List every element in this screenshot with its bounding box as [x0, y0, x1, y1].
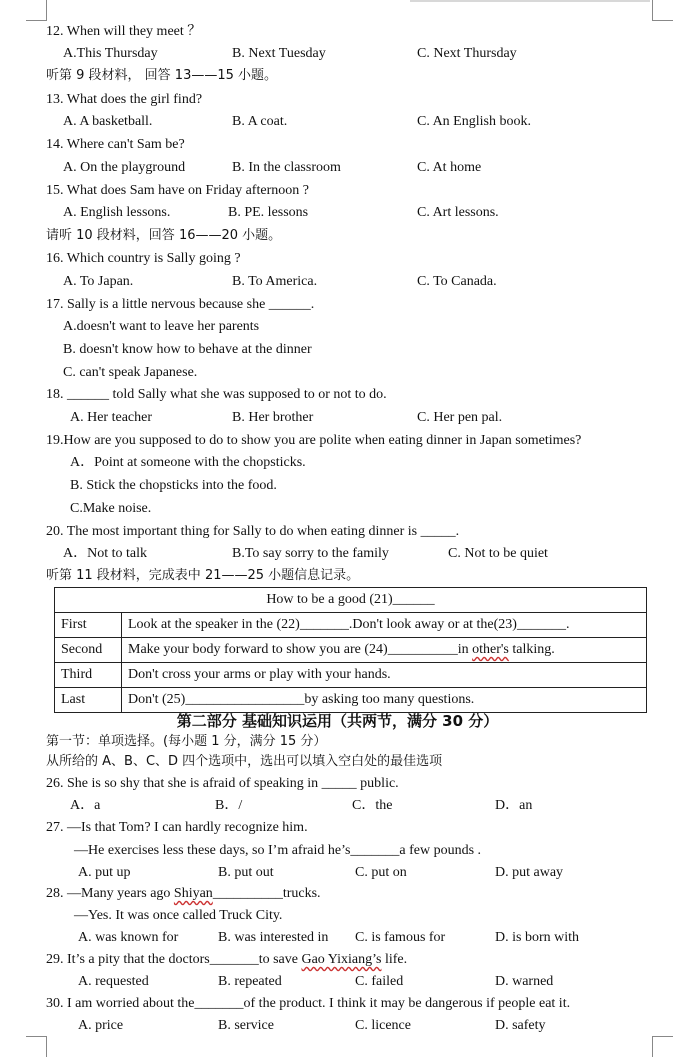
option-19-c: C.Make noise.: [70, 501, 152, 516]
question-15: 15. What does Sam have on Friday afternoon ?: [46, 183, 309, 198]
info-table: [54, 587, 647, 713]
table-row-value-post: talking.: [508, 642, 555, 657]
option-13-a: A. A basketball.: [63, 114, 153, 129]
question-19: 19.How are you supposed to do to show you are polite when eating dinner in Japan sometimes?: [46, 433, 582, 448]
option-26-c: C．the: [352, 798, 393, 813]
section-one-instruction: 从所给的 A、B、C、D 四个选项中，选出可以填入空白处的最佳选项: [46, 754, 443, 769]
option-26-b: B．/: [215, 798, 243, 813]
question-29-post: life.: [381, 952, 408, 967]
section-instruction-11: 听第 11 段材料，完成表中 21——25 小题信息记录。: [46, 568, 360, 583]
table-header-row: [55, 588, 647, 613]
table-row-key: Second: [55, 638, 122, 663]
table-header: How to be a good (21)______: [55, 588, 647, 613]
table-row: [55, 638, 647, 663]
spellcheck-word: Shiyan: [173, 886, 213, 901]
page-top-edge: [410, 0, 650, 2]
option-17-a: A.doesn't want to leave her parents: [63, 319, 260, 334]
question-26: 26. She is so shy that she is afraid of speaking in _____ public.: [46, 776, 399, 791]
option-17-c: C. can't speak Japanese.: [63, 365, 198, 380]
question-28-pre: 28. —Many years ago: [46, 886, 174, 901]
question-13: 13. What does the girl find?: [46, 92, 203, 107]
option-29-c: C. failed: [355, 974, 404, 989]
option-16-a: A. To Japan.: [63, 274, 134, 289]
question-28-post: __________trucks.: [212, 886, 321, 901]
option-30-d: D. safety: [495, 1018, 546, 1033]
section-one-heading: 第一节：单项选择。(每小题 1 分，满分 15 分）: [46, 734, 327, 749]
option-20-b: B.To say sorry to the family: [232, 546, 389, 561]
option-26-d: D．an: [495, 798, 533, 813]
question-28: [46, 885, 321, 903]
option-13-c: C. An English book.: [417, 114, 531, 129]
option-12-b: B. Next Tuesday: [232, 46, 326, 61]
question-17: 17. Sally is a little nervous because she ______.: [46, 297, 315, 312]
table-row-value-pre: Make your body forward to show you are (24)__________in: [128, 642, 473, 657]
option-15-a: A. English lessons.: [63, 205, 171, 220]
question-27: 27. —Is that Tom? I can hardly recognize him.: [46, 820, 308, 835]
spellcheck-word: other's: [472, 642, 509, 657]
question-18: 18. ______ told Sally what she was supposed to or not to do.: [46, 387, 387, 402]
table-row-key: Third: [55, 663, 122, 688]
question-29: [46, 951, 407, 969]
option-14-a: A. On the playground: [63, 160, 186, 175]
option-20-a: A．Not to talk: [63, 546, 147, 561]
option-16-c: C. To Canada.: [417, 274, 497, 289]
option-12-c: C. Next Thursday: [417, 46, 517, 61]
table-row: [55, 688, 647, 713]
table-row: [55, 663, 647, 688]
option-27-b: B. put out: [218, 865, 274, 880]
section-instruction-10: 请听 10 段材料，回答 16——20 小题。: [46, 228, 282, 243]
option-19-b: B. Stick the chopsticks into the food.: [70, 478, 277, 493]
question-29-pre: 29. It’s a pity that the doctors_______to save: [46, 952, 302, 967]
option-15-c: C. Art lessons.: [417, 205, 499, 220]
option-15-b: B. PE. lessons: [228, 205, 309, 220]
option-20-c: C. Not to be quiet: [448, 546, 548, 561]
table-row-value: Don't (25)_________________by asking too many questions.: [122, 688, 647, 713]
option-27-d: D. put away: [495, 865, 564, 880]
question-30: 30. I am worried about the_______of the product. I think it may be dangerous if people eat it.: [46, 996, 571, 1011]
crop-mark-top-left: [26, 0, 47, 21]
table-row-key: Last: [55, 688, 122, 713]
option-30-a: A. price: [78, 1018, 124, 1033]
table-row-value: Look at the speaker in the (22)_______.Don't look away or at the(23)_______.: [122, 613, 647, 638]
option-27-c: C. put on: [355, 865, 407, 880]
option-29-d: D. warned: [495, 974, 554, 989]
option-27-a: A. put up: [78, 865, 131, 880]
question-28-line2: —Yes. It was once called Truck City.: [74, 908, 283, 923]
option-12-a: A.This Thursday: [63, 46, 158, 61]
table-row: [55, 613, 647, 638]
option-18-b: B. Her brother: [232, 410, 314, 425]
table-row-key: First: [55, 613, 122, 638]
option-30-c: C. licence: [355, 1018, 411, 1033]
option-16-b: B. To America.: [232, 274, 318, 289]
option-28-b: B. was interested in: [218, 930, 329, 945]
option-29-b: B. repeated: [218, 974, 282, 989]
option-29-a: A. requested: [78, 974, 149, 989]
option-18-c: C. Her pen pal.: [417, 410, 503, 425]
option-28-c: C. is famous for: [355, 930, 446, 945]
crop-mark-top-right: [652, 0, 673, 21]
option-19-a: A．Point at someone with the chopsticks.: [70, 455, 306, 470]
question-12: 12. When will they meet ？: [46, 24, 202, 39]
option-30-b: B. service: [218, 1018, 274, 1033]
question-16: 16. Which country is Sally going ?: [46, 251, 241, 266]
option-28-d: D. is born with: [495, 930, 579, 945]
option-28-a: A. was known for: [78, 930, 179, 945]
question-14: 14. Where can't Sam be?: [46, 137, 185, 152]
option-17-b: B. doesn't know how to behave at the dinner: [63, 342, 312, 357]
option-26-a: A．a: [70, 798, 101, 813]
option-14-c: C. At home: [417, 160, 482, 175]
part-two-title: 第二部分 基础知识运用（共两节，满分 30 分）: [176, 712, 499, 730]
question-27-line2: —He exercises less these days, so I’m afraid he’s_______a few pounds .: [74, 843, 482, 858]
section-instruction-9: 听第 9 段材料， 回答 13——15 小题。: [46, 68, 278, 83]
option-14-b: B. In the classroom: [232, 160, 341, 175]
option-18-a: A. Her teacher: [70, 410, 153, 425]
question-20: 20. The most important thing for Sally to do when eating dinner is _____.: [46, 524, 460, 539]
table-row-value: Don't cross your arms or play with your hands.: [122, 663, 647, 688]
option-13-b: B. A coat.: [232, 114, 288, 129]
spellcheck-word: Gao Yixiang’s: [301, 952, 382, 967]
table-row-value: [122, 638, 647, 663]
